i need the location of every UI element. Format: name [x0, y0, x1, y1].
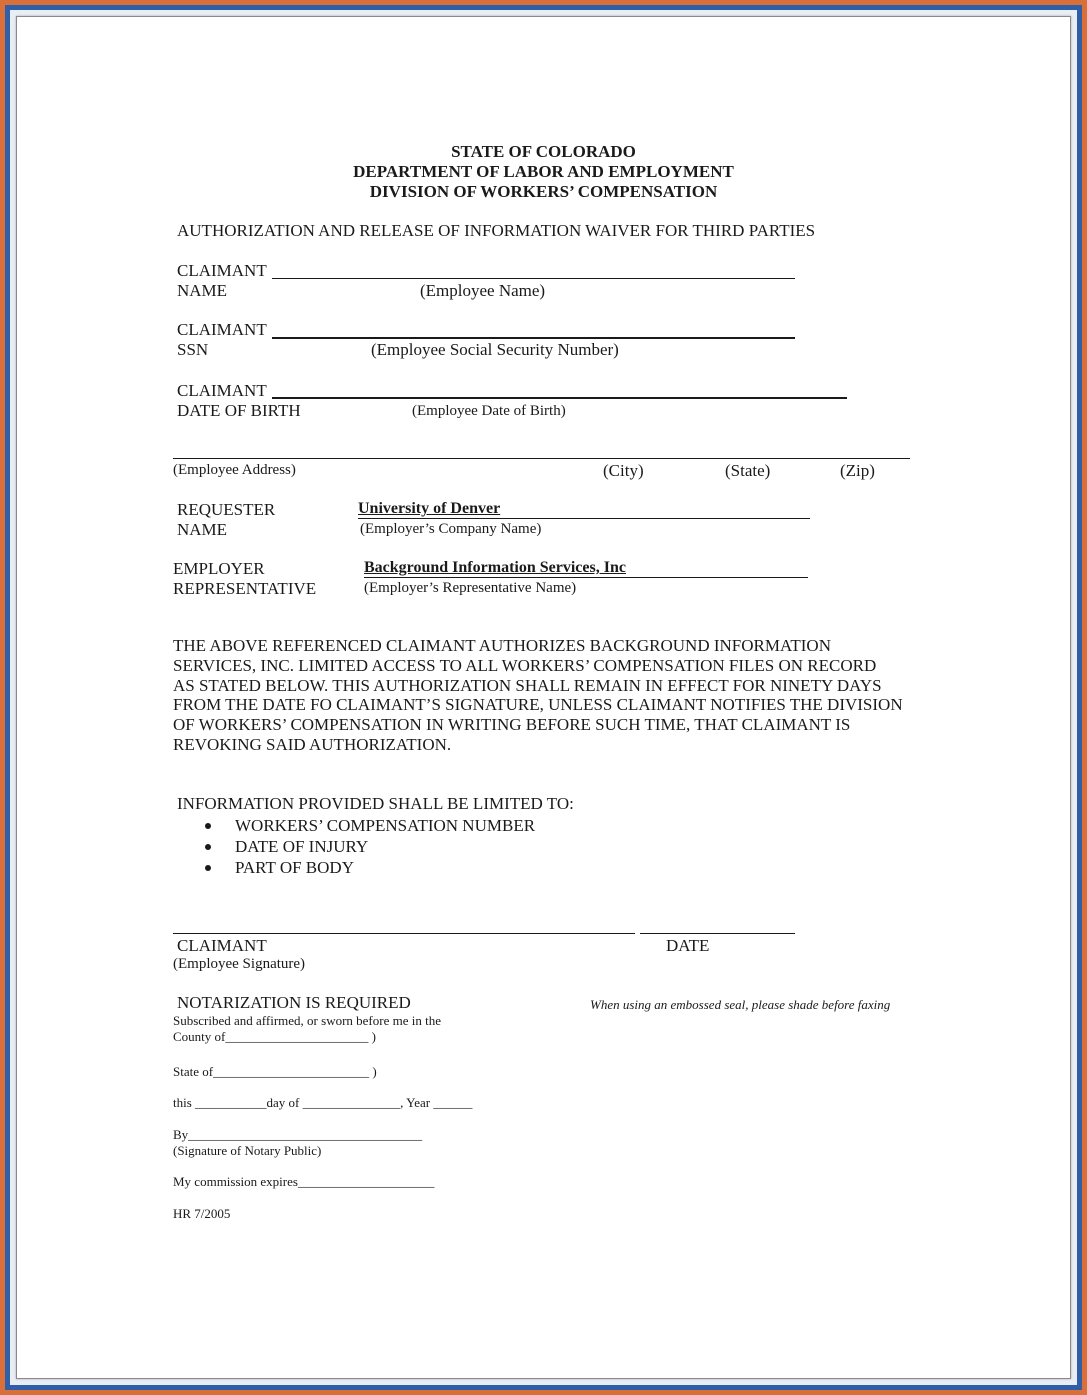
- signature-line[interactable]: [173, 933, 635, 934]
- bullet-icon: [205, 865, 211, 871]
- bullet-icon: [205, 823, 211, 829]
- claimant-name-line[interactable]: [272, 278, 795, 279]
- date-line[interactable]: [640, 933, 795, 934]
- claimant-dob-label-1: CLAIMANT: [177, 381, 267, 400]
- authorization-paragraph: [173, 636, 933, 755]
- authorization-line: OF WORKERS’ COMPENSATION IN WRITING BEFORE SUCH TIME, THAT CLAIMANT IS: [173, 715, 851, 735]
- claimant-name-label-2: NAME: [177, 281, 228, 300]
- info-item: DATE OF INJURY: [235, 837, 369, 856]
- claimant-dob-line[interactable]: [272, 397, 847, 399]
- bullet-icon: [205, 844, 211, 850]
- claimant-ssn-line[interactable]: [272, 337, 795, 339]
- authorization-line: SERVICES, INC. LIMITED ACCESS TO ALL WORKERS’ COMPENSATION FILES ON RECORD: [173, 655, 877, 675]
- info-limited-heading: INFORMATION PROVIDED SHALL BE LIMITED TO:: [177, 794, 574, 813]
- notary-by-caption: (Signature of Notary Public): [173, 1143, 322, 1158]
- employer-rep-value: Background Information Services, Inc: [364, 559, 626, 576]
- notary-subscribed: Subscribed and affirmed, or sworn before me in the: [173, 1013, 441, 1028]
- notary-county: County of______________________ ): [173, 1029, 376, 1044]
- claimant-dob-label-2: DATE OF BIRTH: [177, 401, 301, 420]
- claimant-ssn-caption: (Employee Social Security Number): [371, 340, 619, 359]
- notary-this-line: this ___________day of _______________, Year ______: [173, 1095, 473, 1110]
- requester-label-2: NAME: [177, 520, 228, 539]
- claimant-ssn-label-1: CLAIMANT: [177, 320, 267, 339]
- notary-commission: My commission expires_____________________: [173, 1174, 435, 1189]
- claimant-ssn-label-2: SSN: [177, 340, 209, 359]
- info-item: PART OF BODY: [235, 858, 354, 877]
- address-zip-caption: (Zip): [840, 461, 875, 480]
- header-state: STATE OF COLORADO: [451, 142, 636, 161]
- requester-line[interactable]: [358, 518, 810, 519]
- requester-label-1: REQUESTER: [177, 500, 276, 519]
- notary-state: State of________________________ ): [173, 1064, 377, 1079]
- date-label: DATE: [666, 936, 710, 955]
- notary-by: By____________________________________: [173, 1127, 423, 1142]
- header-department: DEPARTMENT OF LABOR AND EMPLOYMENT: [353, 162, 734, 181]
- header-division: DIVISION OF WORKERS’ COMPENSATION: [369, 182, 718, 201]
- signature-caption: (Employee Signature): [173, 956, 306, 972]
- employer-rep-label-2: REPRESENTATIVE: [173, 579, 317, 598]
- form-title: AUTHORIZATION AND RELEASE OF INFORMATION WAIVER FOR THIRD PARTIES: [177, 221, 816, 240]
- claimant-name-label-1: CLAIMANT: [177, 261, 267, 280]
- info-item: WORKERS’ COMPENSATION NUMBER: [235, 816, 536, 835]
- authorization-line: THE ABOVE REFERENCED CLAIMANT AUTHORIZES BACKGROUND INFORMATION: [173, 636, 831, 655]
- requester-caption: (Employer’s Company Name): [360, 521, 542, 537]
- form-code: HR 7/2005: [173, 1206, 231, 1221]
- claimant-dob-caption: (Employee Date of Birth): [412, 403, 566, 419]
- address-state-caption: (State): [725, 461, 771, 480]
- employer-rep-line[interactable]: [364, 577, 808, 578]
- employer-rep-label-1: EMPLOYER: [173, 559, 265, 578]
- notarization-heading: NOTARIZATION IS REQUIRED: [177, 993, 411, 1012]
- authorization-line: REVOKING SAID AUTHORIZATION.: [173, 734, 452, 754]
- employer-rep-caption: (Employer’s Representative Name): [364, 580, 577, 596]
- authorization-line: FROM THE DATE FO CLAIMANT’S SIGNATURE, UNLESS CLAIMANT NOTIFIES THE DIVISION: [173, 695, 903, 715]
- seal-note: When using an embossed seal, please shade before faxing: [590, 997, 891, 1012]
- address-line[interactable]: [173, 458, 910, 459]
- signature-label: CLAIMANT: [177, 936, 267, 955]
- claimant-name-caption: (Employee Name): [420, 281, 546, 300]
- address-city-caption: (City): [603, 461, 644, 480]
- address-caption: (Employee Address): [173, 462, 296, 478]
- authorization-line: AS STATED BELOW. THIS AUTHORIZATION SHALL REMAIN IN EFFECT FOR NINETY DAYS: [173, 675, 882, 695]
- requester-value: University of Denver: [358, 500, 501, 517]
